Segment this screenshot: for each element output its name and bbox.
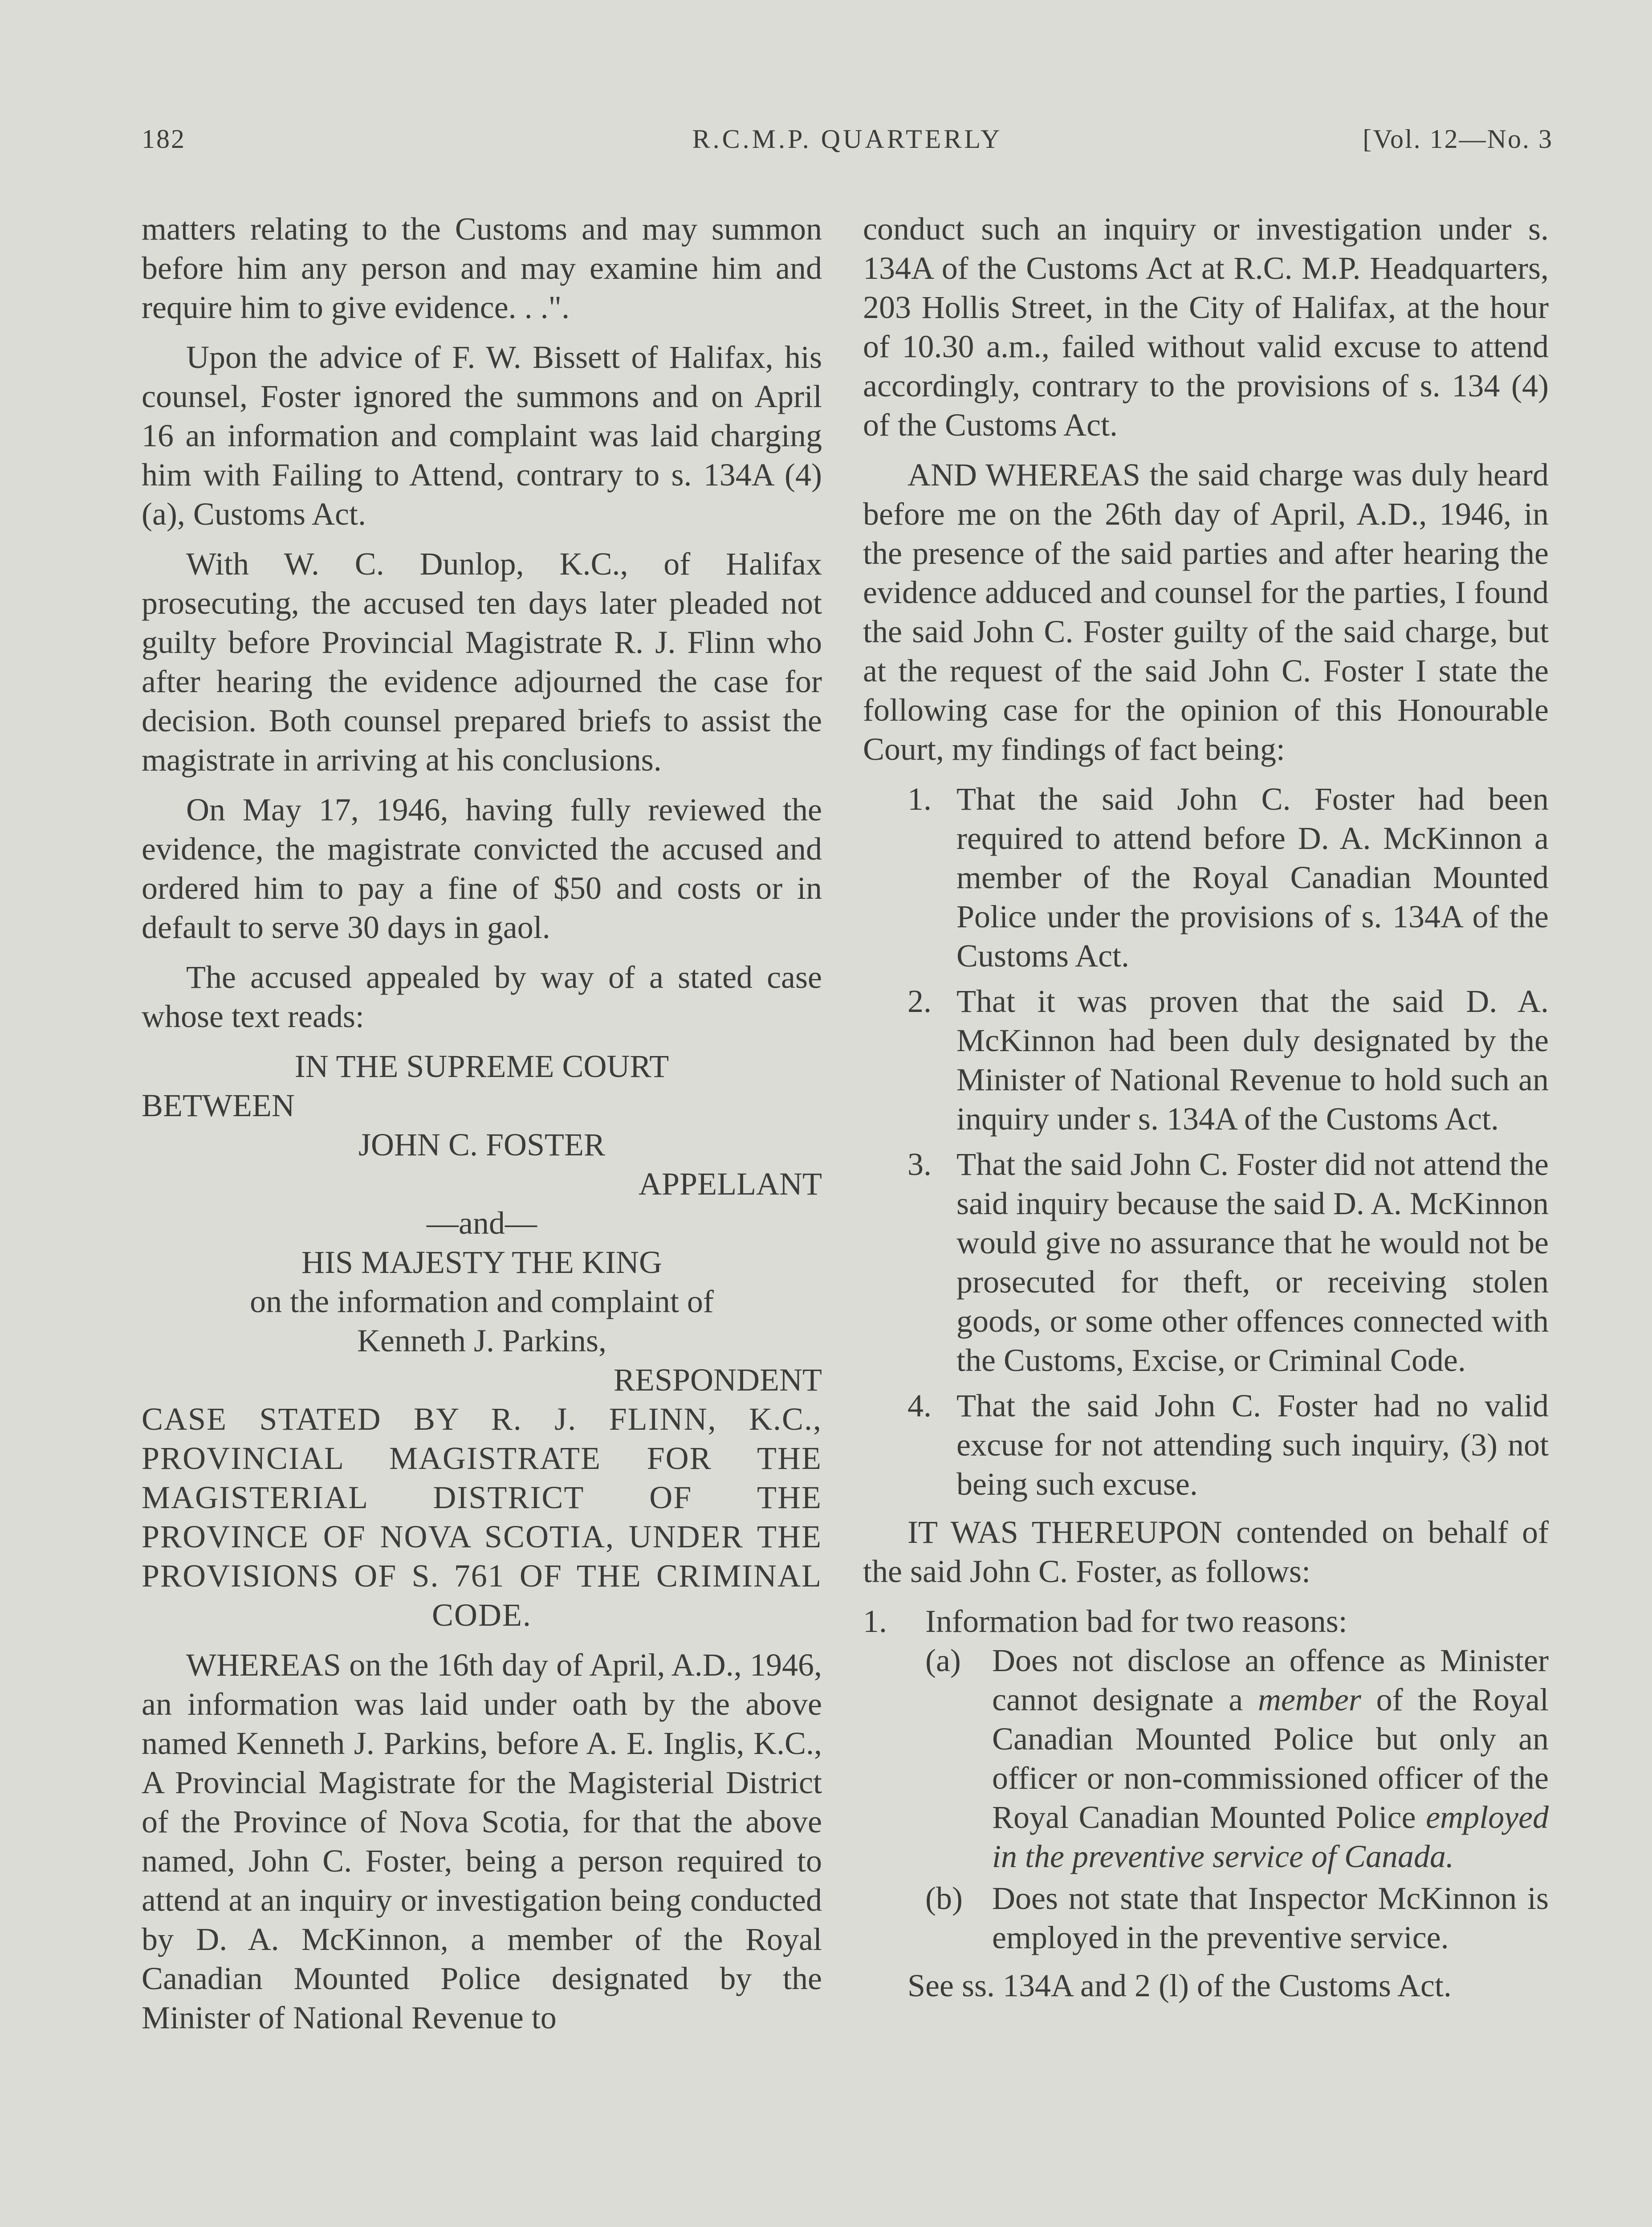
contention-list xyxy=(863,1602,1549,1957)
court-name: IN THE SUPREME COURT xyxy=(294,1048,669,1084)
case-stated-heading: CASE STATED BY R. J. FLINN, K.C., PROVINCIAL MAGISTRATE FOR THE MAGISTERIAL DISTRICT OF THE PROVINCE OF NOVA SCOTIA, UNDER THE PROVISIONS OF S. 761 OF THE CRIMINAL CODE. xyxy=(142,1401,822,1633)
finding-text: That the said John C. Foster did not attend the said inquiry because the said D. A. McKinnon would give no assurance that he would not be prosecuted for theft, or receiving stolen goods, or some other offences connected with the Customs, Excise, or Criminal Code. xyxy=(956,1146,1549,1378)
finding-item xyxy=(863,1145,1549,1380)
finding-number: 1. xyxy=(907,781,932,817)
finding-number: 4. xyxy=(907,1388,932,1423)
paragraph: With W. C. Dunlop, K.C., of Halifax prosecuting, the accused ten days later pleaded not guilty before Provincial Magistrate R. J. Flinn who after hearing the evidence adjourned the case for decision. Both counsel prepared briefs to assist the magistrate in arriving at his conclusions. xyxy=(142,546,822,778)
item-text: Does not disclose an offence as Minister cannot designate a xyxy=(992,1643,1549,1717)
appellant-role: APPELLANT xyxy=(639,1166,822,1202)
paragraph: WHEREAS on the 16th day of April, A.D., 1946, an information was laid under oath by the above named Kenneth J. Parkins, before A. E. Inglis, K.C., A Provincial Magistrate for the Magisterial District of the Province of Nova Scotia, for that the above named, John C. Foster, being a person required to attend at an inquiry or investigation being conducted by D. A. McKinnon, a member of the Royal Canadian Mounted Police designated by the Minister of National Revenue to xyxy=(142,1647,822,2035)
left-column xyxy=(142,209,822,2048)
respondent-role: RESPONDENT xyxy=(613,1362,822,1398)
paragraph: The accused appealed by way of a stated case whose text reads: xyxy=(142,959,822,1034)
paragraph: IT WAS THEREUPON contended on behalf of the said John C. Foster, as follows: xyxy=(863,1514,1549,1589)
volume-issue: [Vol. 12—No. 3 xyxy=(1363,124,1553,154)
item-emphasis: employed in the preventive service of Canada. xyxy=(992,1799,1549,1874)
item-text: of the Royal Canadian Mounted Police but only an officer or non-commissioned officer of the Royal Canadian Mounted Police xyxy=(992,1682,1549,1835)
finding-item xyxy=(863,779,1549,975)
finding-number: 2. xyxy=(907,983,932,1019)
contention-number: 1. xyxy=(863,1603,887,1639)
between-label: BETWEEN xyxy=(142,1088,295,1123)
item-label: (b) xyxy=(925,1880,963,1916)
finding-item xyxy=(863,982,1549,1138)
item-label: (a) xyxy=(925,1643,961,1678)
paragraph: On May 17, 1946, having fully reviewed the evidence, the magistrate convicted the accused and ordered him to pay a fine of $50 and costs or in default to serve 30 days in gaol. xyxy=(142,792,822,945)
paragraph: conduct such an inquiry or investigation under s. 134A of the Customs Act at R.C. M.P. Headquarters, 203 Hollis Street, in the City of Halifax, at the hour of 10.30 a.m., failed without valid excuse to attend accordingly, contrary to the provisions of s. 134 (4) of the Customs Act. xyxy=(863,211,1549,443)
contention-item-b xyxy=(863,1879,1549,1957)
page-number: 182 xyxy=(142,124,186,154)
contention-heading xyxy=(863,1602,1549,1641)
publication-title: R.C.M.P. QUARTERLY xyxy=(692,124,1003,154)
complainant-name: Kenneth J. Parkins, xyxy=(357,1323,606,1358)
case-caption xyxy=(142,1047,822,1635)
item-emphasis: member xyxy=(1257,1682,1361,1717)
finding-text: That the said John C. Foster had been required to attend before D. A. McKinnon a member of the Royal Canadian Mounted Police under the provisions of s. 134A of the Customs Act. xyxy=(956,781,1549,974)
information-line: on the information and complaint of xyxy=(250,1284,714,1319)
paragraph: AND WHEREAS the said charge was duly heard before me on the 26th day of April, A.D., 1946, in the presence of the said parties and after hearing the evidence adduced and counsel for the parties, I found the said John C. Foster guilty of the said charge, but at the request of the said John C. Foster I state the following case for the opinion of this Honourable Court, my findings of fact being: xyxy=(863,457,1549,767)
finding-text: That the said John C. Foster had no valid excuse for not attending such inquiry, (3) not being such excuse. xyxy=(956,1388,1549,1502)
and-separator: —and— xyxy=(427,1205,537,1241)
finding-item xyxy=(863,1386,1549,1504)
paragraph: matters relating to the Customs and may summon before him any person and may examine him and require him to give evidence. . .". xyxy=(142,211,822,325)
contention-item-a xyxy=(863,1641,1549,1876)
finding-text: That it was proven that the said D. A. McKinnon had been duly designated by the Minister of National Revenue to hold such an inquiry under s. 134A of the Customs Act. xyxy=(956,983,1549,1137)
appellant-name: JOHN C. FOSTER xyxy=(358,1127,606,1162)
contention-heading-text: Information bad for two reasons: xyxy=(925,1603,1347,1639)
right-column xyxy=(863,209,1549,2016)
paragraph: Upon the advice of F. W. Bissett of Halifax, his counsel, Foster ignored the summons and on April 16 an information and complaint was laid charging him with Failing to Attend, contrary to s. 134A (4) (a), Customs Act. xyxy=(142,339,822,532)
item-text: Does not state that Inspector McKinnon is employed in the preventive service. xyxy=(992,1880,1549,1955)
findings-list xyxy=(863,779,1549,1504)
running-header xyxy=(142,124,1553,159)
finding-number: 3. xyxy=(907,1146,932,1182)
respondent-name: HIS MAJESTY THE KING xyxy=(301,1244,662,1280)
paragraph: See ss. 134A and 2 (l) of the Customs Act. xyxy=(907,1968,1452,2003)
